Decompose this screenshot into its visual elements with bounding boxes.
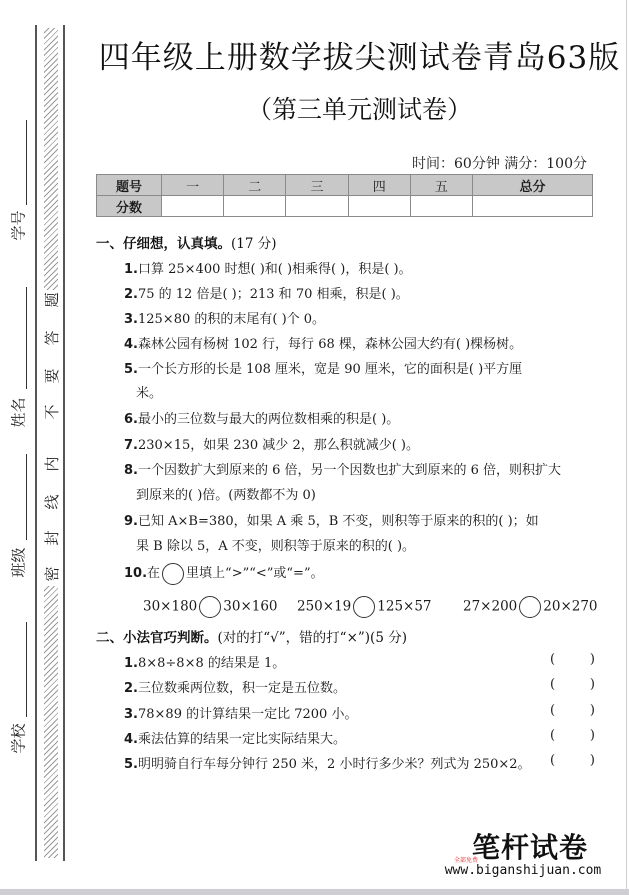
score-label: 分数 bbox=[97, 196, 162, 217]
section1-points: (17 分) bbox=[231, 236, 277, 252]
question-7: 7.230×15，如果 230 减少 2，那么积就减少( )。 bbox=[124, 438, 419, 453]
column-header-total: 总分 bbox=[473, 175, 593, 196]
comparison-answer-circle[interactable] bbox=[353, 596, 375, 618]
score-table-header-row bbox=[97, 175, 593, 196]
page-subtitle: （第三单元测试卷） bbox=[246, 95, 472, 124]
school-field[interactable] bbox=[26, 622, 27, 717]
binding-hatch-top bbox=[44, 28, 58, 290]
binding-hatch-bottom bbox=[44, 586, 58, 858]
score-cell[interactable] bbox=[224, 196, 286, 217]
question-9: 9.已知 A×B=380，如果 A 乘 5，B 不变，则积等于原来的积的( )；如 bbox=[124, 514, 539, 529]
student-id-label: 学号 bbox=[9, 210, 28, 241]
class-label: 班级 bbox=[9, 547, 28, 578]
class-field[interactable] bbox=[26, 454, 27, 540]
school-label: 学校 bbox=[9, 723, 28, 754]
question-1: 1.口算 25×400 时想( )和( )相乘得( )，积是( )。 bbox=[124, 262, 412, 277]
column-header: 三 bbox=[286, 175, 348, 196]
question-8-continued: 到原来的( )倍。(两数都不为 0) bbox=[136, 488, 316, 503]
question-4: 4.森林公园有杨树 102 行，每行 68 棵，森林公园大约有( )棵杨树。 bbox=[124, 337, 523, 352]
name-field[interactable] bbox=[26, 287, 27, 389]
comparison-3: 27×200 20×270 bbox=[463, 596, 598, 618]
score-cell[interactable] bbox=[286, 196, 348, 217]
judge-question-5: 5.明明骑自行车每分钟行 250 米，2 小时行多少米？列式为 250×2。 bbox=[124, 757, 531, 772]
question-10: 10.在 里填上“>”“<”或“=”。 bbox=[124, 562, 324, 585]
judge-answer-5[interactable]: ( ) bbox=[550, 753, 595, 768]
score-table-score-row bbox=[97, 196, 593, 217]
page-title: 四年级上册数学拔尖测试卷青岛63版 bbox=[98, 40, 621, 76]
seal-warning-text bbox=[42, 290, 62, 586]
column-header: 一 bbox=[162, 175, 224, 196]
score-cell[interactable] bbox=[348, 196, 410, 217]
watermark-logo bbox=[444, 831, 610, 878]
column-header: 四 bbox=[348, 175, 410, 196]
column-header: 五 bbox=[410, 175, 472, 196]
judge-answer-2[interactable]: ( ) bbox=[550, 677, 595, 692]
question-8: 8.一个因数扩大到原来的 6 倍，另一个因数也扩大到原来的 6 倍，则积扩大 bbox=[124, 463, 562, 478]
seal-char: 线 bbox=[43, 494, 61, 510]
name-label: 姓名 bbox=[9, 397, 28, 428]
section1-title bbox=[96, 232, 277, 252]
watermark-title: 笔杆试卷 bbox=[471, 831, 588, 864]
question-3: 3.125×80 的积的末尾有( )个 0。 bbox=[124, 312, 326, 327]
question-5: 5.一个长方形的长是 108 厘米，宽是 90 厘米，它的面积是( )平方厘 bbox=[124, 362, 523, 377]
judge-question-4: 4.乘法估算的结果一定比实际结果大。 bbox=[124, 732, 346, 747]
question-9-continued: 果 B 除以 5，A 不变，则积等于原来的积的( )。 bbox=[136, 539, 416, 554]
section2-title bbox=[96, 626, 407, 646]
seal-char: 要 bbox=[43, 368, 61, 384]
comparison-answer-circle[interactable] bbox=[519, 596, 541, 618]
page-bottom-edge bbox=[0, 889, 629, 895]
score-cell-total[interactable] bbox=[473, 196, 593, 217]
question-6: 6.最小的三位数与最大的两位数相乘的积是( )。 bbox=[124, 412, 400, 427]
question-2: 2.75 的 12 倍是( )；213 和 70 相乘，积是( )。 bbox=[124, 287, 409, 302]
judge-question-2: 2.三位数乘两位数，积一定是五位数。 bbox=[124, 681, 346, 696]
binding-line-right bbox=[63, 25, 65, 861]
comparison-2: 250×19 125×57 bbox=[297, 596, 432, 618]
comparison-1: 30×180 30×160 bbox=[143, 596, 278, 618]
binding-line-left bbox=[35, 25, 37, 861]
question-5-continued: 米。 bbox=[136, 386, 163, 401]
comparison-answer-circle[interactable] bbox=[199, 596, 221, 618]
section2-heading: 二、小法官巧判断。 bbox=[96, 630, 218, 646]
circle-icon bbox=[162, 563, 184, 585]
student-id-field[interactable] bbox=[26, 120, 27, 205]
seal-char: 不 bbox=[43, 404, 61, 420]
seal-char: 封 bbox=[43, 530, 61, 546]
score-cell[interactable] bbox=[162, 196, 224, 217]
section2-note: (对的打“√”，错的打“×”)(5 分) bbox=[217, 630, 407, 646]
watermark-url: www.biganshijuan.com bbox=[444, 863, 602, 878]
score-table bbox=[96, 174, 593, 217]
judge-question-1: 1.8×8÷8×8 的结果是 1。 bbox=[124, 656, 286, 671]
page-border bbox=[626, 0, 627, 890]
seal-char: 题 bbox=[43, 292, 61, 308]
judge-question-3: 3.78×89 的计算结果一定比 7200 小。 bbox=[124, 707, 358, 722]
question-number-label: 题号 bbox=[97, 175, 162, 196]
judge-answer-3[interactable]: ( ) bbox=[550, 703, 595, 718]
seal-char: 答 bbox=[43, 330, 61, 346]
judge-answer-4[interactable]: ( ) bbox=[550, 728, 595, 743]
judge-answer-1[interactable]: ( ) bbox=[550, 652, 595, 667]
seal-char: 密 bbox=[43, 566, 61, 582]
column-header: 二 bbox=[224, 175, 286, 196]
time-and-score-info: 时间：60分钟 满分：100分 bbox=[412, 156, 587, 172]
watermark-free-tag: 全部免费 bbox=[454, 857, 479, 864]
score-cell[interactable] bbox=[410, 196, 472, 217]
section1-heading: 一、仔细想，认真填。 bbox=[96, 236, 231, 252]
seal-char: 内 bbox=[43, 456, 61, 472]
